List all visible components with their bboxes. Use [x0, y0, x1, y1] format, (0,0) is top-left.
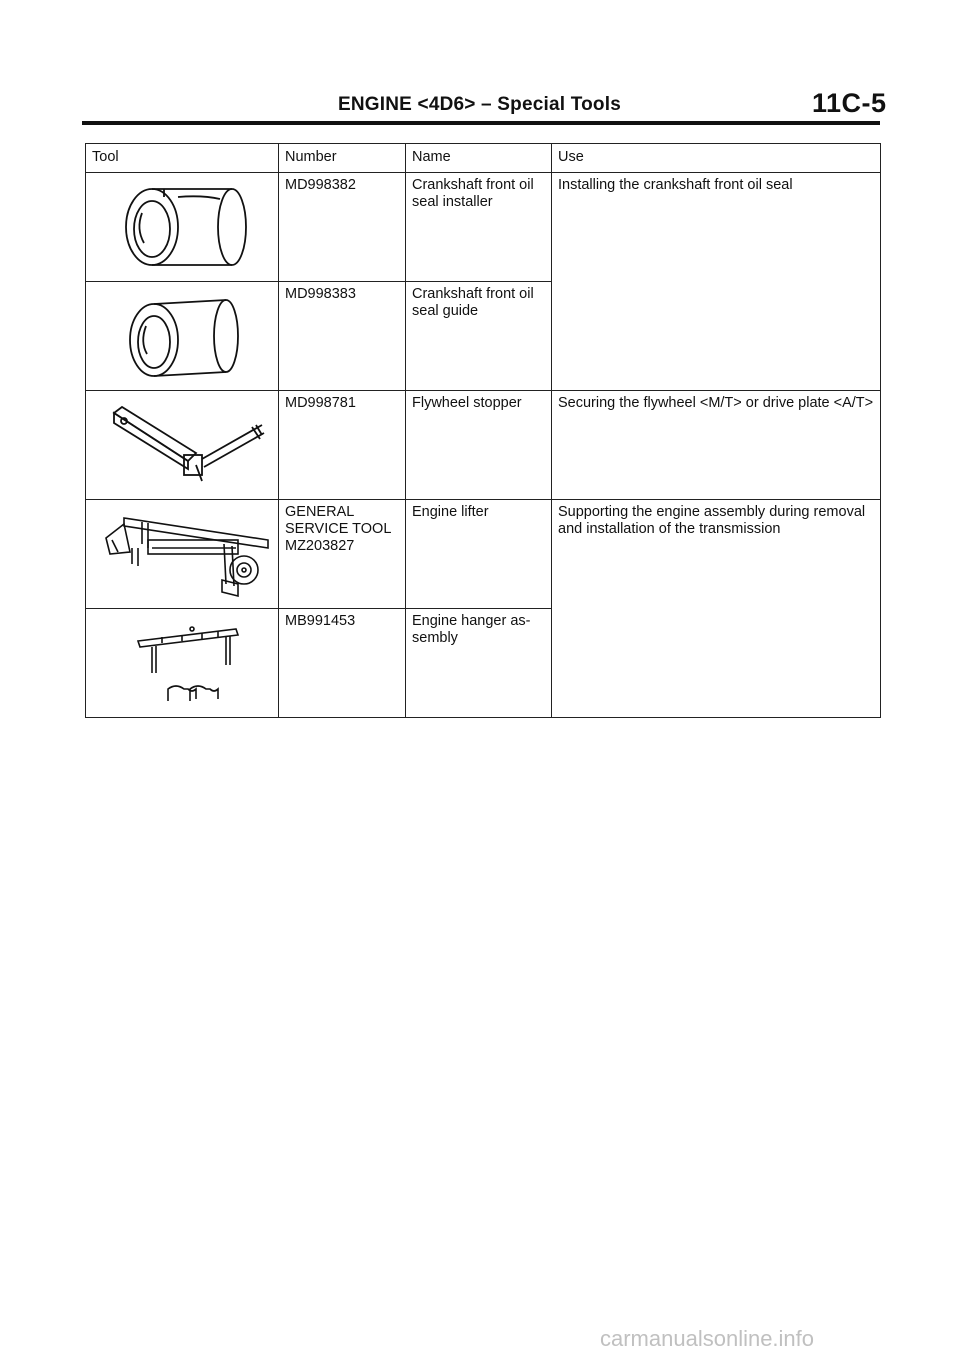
tool-number-cell: MB991453 — [279, 609, 406, 718]
tool-use-cell: Installing the crankshaft front oil seal — [552, 173, 881, 391]
tool-number-cell: MD998781 — [279, 391, 406, 500]
crankshaft-front-oil-seal-installer-icon — [92, 177, 276, 277]
tool-number-cell: MD998382 — [279, 173, 406, 282]
page-number: 11C-5 — [812, 88, 887, 118]
table-row — [86, 173, 881, 282]
tool-illustration-cell — [86, 173, 279, 282]
tool-illustration-cell — [86, 500, 279, 609]
table-row — [86, 500, 881, 609]
tool-illustration-cell — [86, 282, 279, 391]
flywheel-stopper-icon — [92, 395, 276, 495]
engine-hanger-assembly-icon — [92, 613, 276, 713]
column-header-name: Name — [406, 144, 552, 173]
tool-use-cell: Securing the flywheel <M/T> or drive plate <A/T> — [552, 391, 881, 500]
column-header-use: Use — [552, 144, 881, 173]
tool-name-cell: Crankshaft front oil seal installer — [406, 173, 552, 282]
tool-name-cell: Engine lifter — [406, 500, 552, 609]
engine-lifter-icon — [92, 504, 276, 604]
page-title: ENGINE <4D6> – Special Tools — [338, 94, 621, 115]
special-tools-table — [85, 143, 881, 718]
header-rule — [82, 121, 880, 125]
table-header-row — [86, 144, 881, 173]
table-row — [86, 391, 881, 500]
tool-use-cell: Supporting the engine assembly during removal and installation of the transmission — [552, 500, 881, 718]
crankshaft-front-oil-seal-guide-icon — [92, 286, 276, 386]
tool-illustration-cell — [86, 609, 279, 718]
column-header-tool: Tool — [86, 144, 279, 173]
watermark: carmanualsonline.info — [600, 1326, 815, 1351]
tool-number-cell: MD998383 — [279, 282, 406, 391]
tool-name-cell: Crankshaft front oil seal guide — [406, 282, 552, 391]
column-header-number: Number — [279, 144, 406, 173]
tool-illustration-cell — [86, 391, 279, 500]
tool-name-cell: Flywheel stopper — [406, 391, 552, 500]
tool-name-cell: Engine hanger as-sembly — [406, 609, 552, 718]
tool-number-cell: GENERAL SERVICE TOOL MZ203827 — [279, 500, 406, 609]
